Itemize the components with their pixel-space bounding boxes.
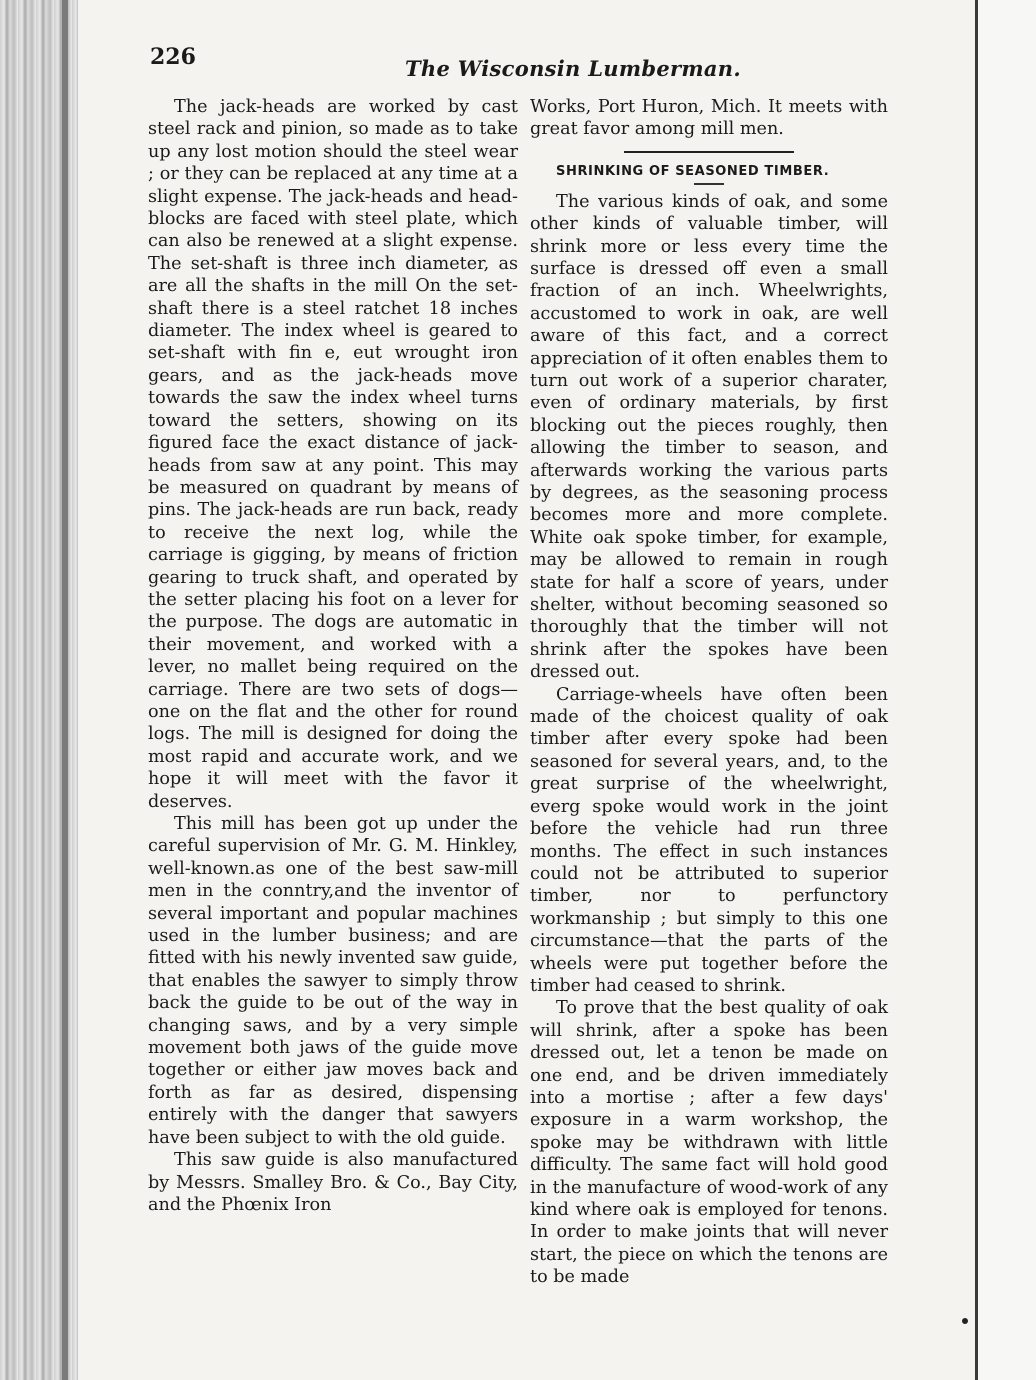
paragraph-saw-guide: This saw guide is also manufactured by Messrs. Smalley Bro. & Co., Bay City, and the Phœnix Iron — [148, 1150, 518, 1215]
margin-speck-mark — [962, 1318, 968, 1324]
binding-shadow — [62, 0, 68, 1380]
paragraph-oak-shrink: The various kinds of oak, and some other kinds of valuable timber, will shrink more or less every time the surface is dressed off even a small fraction of an inch. Wheelwrights, accustomed to work in oak, are well aware of this fact, and a correct appreciation of it often enables them to turn out work of a superior charater, even of ordinary materials, by first blocking out the pieces roughly, then allowing the timber to season, and afterwards working the various parts by degrees, as the seasoning process becomes more and more complete. White oak spoke timber, for example, may be allowed to remain in rough state for half a score of years, under shelter, without becoming seasoned so thoroughly that the timber will not shrink after the spokes have been dressed out. — [530, 191, 888, 683]
paragraph-continuation: Works, Port Huron, Mich. It meets with great favor among mill men. — [530, 97, 888, 140]
right-column — [530, 96, 888, 1289]
running-head-title: The Wisconsin Lumberman. — [405, 56, 741, 81]
section-heading: SHRINKING OF SEASONED TIMBER. — [556, 163, 830, 179]
paragraph-hinkley: This mill has been got up under the careful supervision of Mr. G. M. Hinkley, well-known.as one of the best saw-mill men in the conntry,and the inventor of several important and popular machines used in the lumber business; and are fitted with his newly invented saw guide, that enables the sawyer to simply throw back the guide to be out of the way in changing saws, and by a very simple movement both jaws of the guide move together or either jaw moves back and forth as far as desired, dispensing entirely with the danger that sawyers have been subject to with the old guide. — [148, 814, 518, 1148]
paragraph-tenon-proof: To prove that the best quality of oak will shrink, after a spoke has been dressed out, let a tenon be made on one end, and be driven immediately into a mortise ; after a few days' exposure in a warm workshop, the spoke may be withdrawn with little difficulty. The same fact will hold good in the manufacture of wood-work of any kind where oak is employed for tenons. In order to make joints that will never start, the piece on which the tenons are to be made — [530, 998, 888, 1288]
outer-margin — [978, 0, 1036, 1380]
heading-underline — [694, 183, 724, 185]
page-number: 226 — [150, 44, 196, 70]
paragraph-jack-heads: The jack-heads are worked by cast steel rack and pinion, so made as to take up any lost motion should the steel wear ; or they can be replaced at any time at a slight expense. The jack-heads and head-blocks are faced with steel plate, which can also be renewed at a slight expense. The set-shaft is three inch diameter, as are all the shafts in the mill On the set-shaft there is a steel ratchet 18 inches diameter. The index wheel is geared to set-shaft with fin e, eut wrought iron gears, and as the jack-heads move towards the saw the index wheel turns toward the setters, showing on its figured face the exact distance of jack-heads from saw at any point. This may be measured on quadrant by means of pins. The jack-heads are run back, ready to receive the next log, while the carriage is gigging, by means of friction gearing to truck shaft, and operated by the setter placing his foot on a lever for the purpose. The dogs are automatic in their movement, and worked with a lever, no mallet being required on the carriage. There are two sets of dogs—one on the flat and the other for round logs. The mill is designed for doing the most rapid and accurate work, and we hope it will meet with the favor it deserves. — [148, 97, 518, 812]
left-column — [148, 96, 518, 1216]
paragraph-carriage-wheels: Carriage-wheels have often been made of the choicest quality of oak timber after every spoke had been seasoned for several years, and, to the great surprise of the wheelwright, everg spoke would work in the joint before the vehicle had run three months. The effect in such instances could not be attributed to superior timber, nor to perfunctory workmanship ; but simply to this one circumstance—that the parts of the wheels were put together before the timber had ceased to shrink. — [530, 684, 888, 996]
section-divider-rule — [624, 151, 794, 153]
